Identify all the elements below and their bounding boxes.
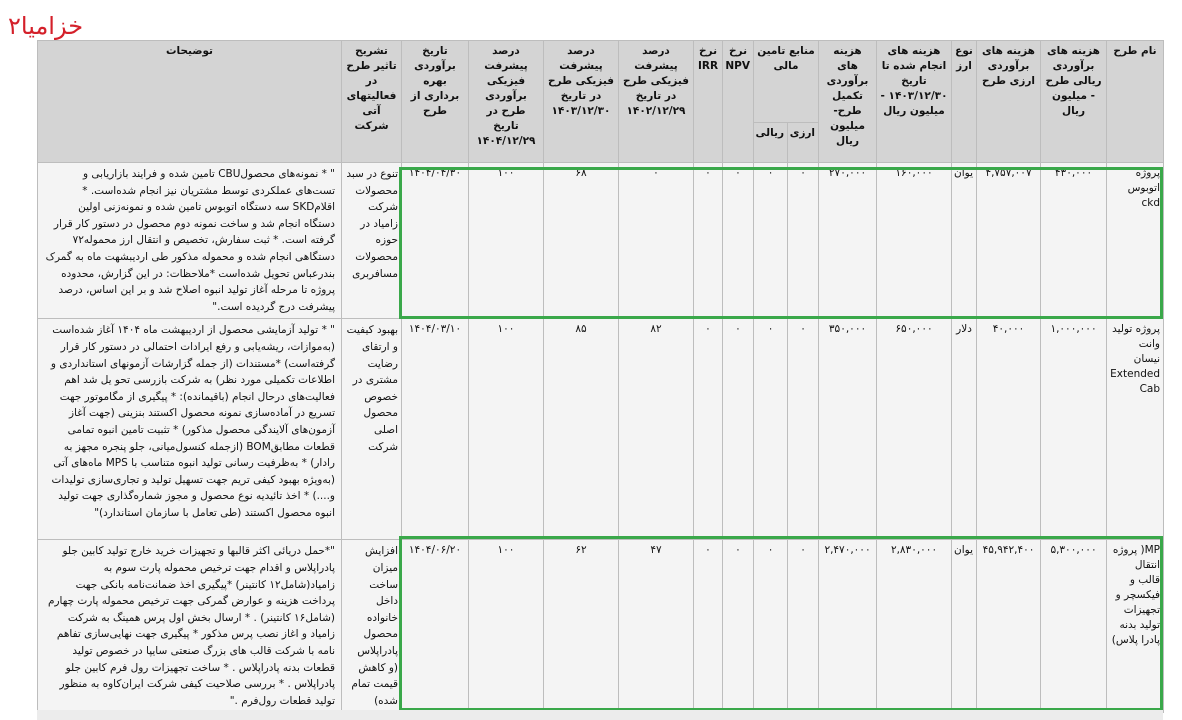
cell-spent-cost: ۶۵۰,۰۰۰: [877, 319, 952, 540]
header-rial-estimate: هزینه های برآوردی ریالی طرح - میلیون ریال: [1041, 41, 1107, 163]
cell-rial-estimate: ۴۳۰,۰۰۰: [1041, 163, 1107, 319]
header-completion: هزینه های برآوردی تکمیل طرح- میلیون ریال: [819, 41, 877, 163]
cell-rial-estimate: ۵,۳۰۰,۰۰۰: [1041, 540, 1107, 713]
cell-npv: ۰: [723, 319, 754, 540]
cell-funding-rial: ۰: [754, 540, 788, 713]
table-footer-strip: [37, 710, 1163, 720]
cell-progress-1402: ۸۲: [619, 319, 694, 540]
cell-impact-description: افزایش میزان ساخت داخل خانواده محصول پادراپلاس (و کاهش قیمت تمام شده): [342, 540, 402, 713]
header-foreign-estimate: هزینه های برآوردی ارزی طرح: [977, 41, 1041, 163]
table-row: [38, 319, 1164, 540]
cell-project-name: MP( پروژه انتقال قالب و فیکسچر و تجهیزات تولید بدنه پادرا پلاس): [1107, 540, 1164, 713]
cell-funding-rial: ۰: [754, 319, 788, 540]
header-op-date: تاریخ برآوردی بهره برداری از طرح: [402, 41, 469, 163]
cell-currency: دلار: [952, 319, 977, 540]
cell-progress-1402: ۴۷: [619, 540, 694, 713]
cell-npv: ۰: [723, 540, 754, 713]
cell-notes: "*حمل دریائی اکثر قالبها و تجهیزات خرید خارج تولید کابین جلو پادراپلاس و اقدام جهت ترخیص محموله پارت سوم به زامیاد(شامل۱۲ کانتینر) *پیگیری اخذ ضمانت‌نامه بانکی جهت پرداخت هزینه و عوارض گمرکی جهت ترخیص محموله پارت چهارم (شامل۱۶ کانتینر) . * ارسال بخش اول پرس همینگ به شرکت زامیاد و اغاز نصب پرس مذکور * پیگیری جهت نهایی‌سازی تفاهم نامه با شرکت قالب های بزرگ صنعتی سایپا در خصوص تولید قطعات بدنه پادراپلاس . * ساخت تجهیزات رول فرم کابین جلو پادراپلاس . * بررسی صلاحیت کیفی شرکت ایران‌کاوه به منظور تولید قطعات رول‌فرم .": [38, 540, 342, 713]
header-pct-1403: درصد پیشرفت فیزیکی طرح در تاریخ ۱۴۰۳/۱۲/۳۰: [544, 41, 619, 163]
cell-foreign-estimate: ۴,۷۵۷,۰۰۷: [977, 163, 1041, 319]
header-funding-rial: ریالی: [754, 123, 788, 163]
cell-foreign-estimate: ۴۰,۰۰۰: [977, 319, 1041, 540]
cell-operation-date: ۱۴۰۴/۰۶/۲۰: [402, 540, 469, 713]
header-irr: نرخ IRR: [694, 41, 723, 163]
cell-progress-1404: ۱۰۰: [469, 163, 544, 319]
page-title: خزامیا۲: [8, 12, 84, 40]
cell-progress-1402: ۰: [619, 163, 694, 319]
cell-notes: " * نمونه‌های محصولCBU تامین شده و فرایند بازاریابی و تست‌های عملکردی توسط مشتریان نیز انجام شده‌است. * اقلامSKD سه دستگاه اتوبوس تامین شده و نمونه‌زنی اولین دستگاه انجام شد و ساخت نمونه دوم محصول در دستور کار قرار گرفته است. * ثبت سفارش، تخصیص و انتقال ارز محموله۷۲ دستگاهی انجام شده و محموله مذکور طی اردیبشهت ماه به گمرک بندرعباس تحویل شده‌است *ملاحظات: در این گزارش، محدوده پروژه تا مرحله آغاز تولید انبوه اصلاح شد و بر این اساس، درصد پیشرفت درج گردیده است.": [38, 163, 342, 319]
cell-progress-1404: ۱۰۰: [469, 319, 544, 540]
cell-irr: ۰: [694, 540, 723, 713]
cell-impact-description: تنوع در سبد محصولات شرکت زامیاد در حوزه محصولات مسافربری: [342, 163, 402, 319]
cell-spent-cost: ۲,۸۳۰,۰۰۰: [877, 540, 952, 713]
header-effect: تشریح تاثیر طرح در فعالیتهای آتی شرکت: [342, 41, 402, 163]
cell-project-name: پروژه تولید وانت نیسان Extended Cab: [1107, 319, 1164, 540]
cell-operation-date: ۱۴۰۴/۰۳/۱۰: [402, 319, 469, 540]
cell-funding-foreign: ۰: [788, 163, 819, 319]
cell-progress-1404: ۱۰۰: [469, 540, 544, 713]
cell-foreign-estimate: ۴۵,۹۴۲,۴۰۰: [977, 540, 1041, 713]
header-description: توضیحات: [38, 41, 342, 163]
cell-operation-date: ۱۴۰۴/۰۴/۳۰: [402, 163, 469, 319]
header-funding: منابع تامین مالی: [754, 41, 819, 123]
cell-funding-foreign: ۰: [788, 319, 819, 540]
header-funding-foreign: ارزی: [788, 123, 819, 163]
cell-currency: یوان: [952, 163, 977, 319]
cell-completion-cost: ۳۵۰,۰۰۰: [819, 319, 877, 540]
cell-currency: یوان: [952, 540, 977, 713]
header-pct-1404: درصد پیشرفت فیزیکی برآوردی طرح در تاریخ ۱۴۰۴/۱۲/۲۹: [469, 41, 544, 163]
projects-table: [37, 40, 1164, 713]
cell-npv: ۰: [723, 163, 754, 319]
cell-irr: ۰: [694, 319, 723, 540]
cell-notes: " * تولید آزمایشی محصول از اردیبهشت ماه ۱۴۰۴ آغاز شده‌است (به‌موازات، ریشه‌یابی و رفع ایرادات احتمالی در دستور کار قرار گرفته‌است) *مستندات (از جمله گزارشات آزمونهای استانداردی و اطلاعات تکمیلی مورد نظر) به شرکت بازرسی تحو یل شد اهم فعالیت‌های درحال انجام (باقیمانده): * پیگیری از مگاموتور جهت تسریع در آماده‌سازی نمونه محصول اکستند بنزینی (جهت آغاز آزمون‌های آلایندگی محصول مذکور) * تثبیت تامین انبوه تمامی قطعات مطابقBOM (ازجمله کنسول‌میانی، جلو پنجره مجهز به رادار) * به‌ظرفیت رسانی تولید انبوه متناسب با MPS ماه‌های آتی (به‌ویژه بهبود کیفی تریم جهت تسهیل تولید و تجاری‌سازی تولیدات و....) * اخذ تائیدیه نوع محصول و مجوز شماره‌گذاری جهت تولید انبوه محصول اکستند (طی تعامل با سازمان استاندارد)": [38, 319, 342, 540]
cell-funding-rial: ۰: [754, 163, 788, 319]
cell-progress-1403: ۸۵: [544, 319, 619, 540]
cell-rial-estimate: ۱,۰۰۰,۰۰۰: [1041, 319, 1107, 540]
cell-completion-cost: ۲۷۰,۰۰۰: [819, 163, 877, 319]
cell-progress-1403: ۶۸: [544, 163, 619, 319]
header-npv: نرخ NPV: [723, 41, 754, 163]
cell-funding-foreign: ۰: [788, 540, 819, 713]
table-row: [38, 163, 1164, 319]
header-name: نام طرح: [1107, 41, 1164, 163]
cell-progress-1403: ۶۲: [544, 540, 619, 713]
cell-spent-cost: ۱۶۰,۰۰۰: [877, 163, 952, 319]
header-pct-1402: درصد پیشرفت فیزیکی طرح در تاریخ ۱۴۰۲/۱۲/۲۹: [619, 41, 694, 163]
header-spent: هزینه های انجام شده تا تاریخ ۱۴۰۳/۱۲/۳۰ - میلیون ریال: [877, 41, 952, 163]
cell-project-name: پروژه اتوبوس ckd: [1107, 163, 1164, 319]
cell-irr: ۰: [694, 163, 723, 319]
table-row: [38, 540, 1164, 713]
cell-impact-description: بهبود کیفیت و ارتقای رضایت مشتری در خصوص محصول اصلی شرکت: [342, 319, 402, 540]
header-currency: نوع ارز: [952, 41, 977, 163]
cell-completion-cost: ۲,۴۷۰,۰۰۰: [819, 540, 877, 713]
